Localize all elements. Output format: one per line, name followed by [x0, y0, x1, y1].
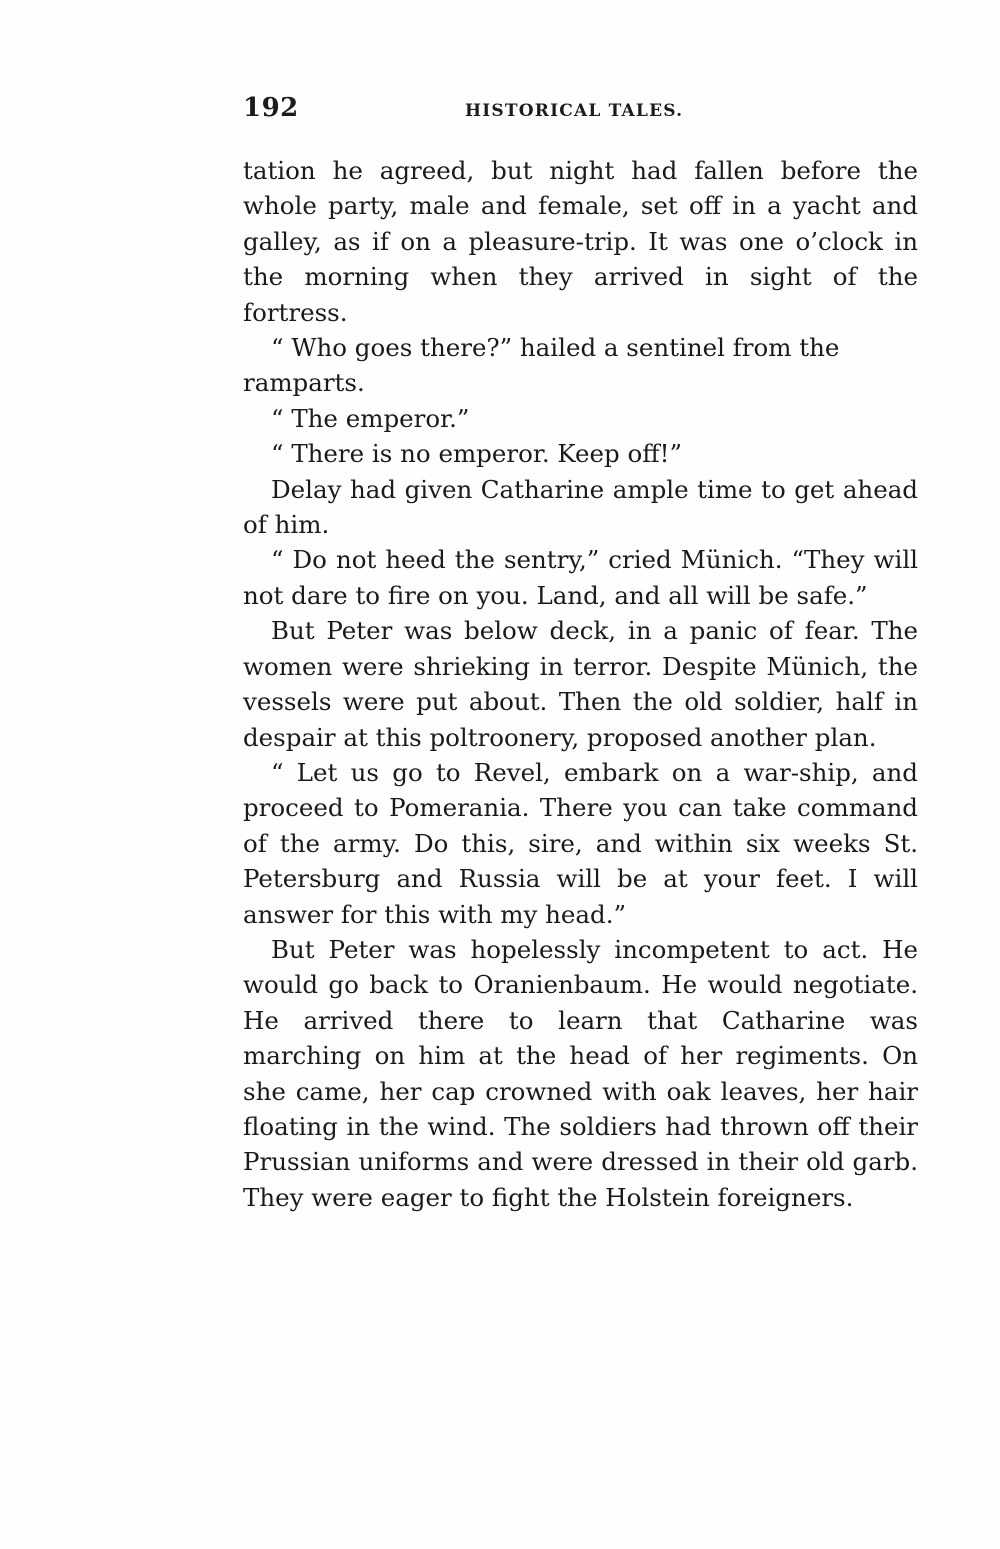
body-text: [243, 153, 918, 1215]
paragraph-6: “ Do not heed the sentry,” cried Münich. “They will not dare to fire on you. Land, and all will be safe.”: [243, 545, 918, 610]
running-title: HISTORICAL TALES.: [465, 101, 684, 121]
paragraph-9: But Peter was hopelessly incompetent to act. He would go back to Oranienbaum. He would negotiate. He arrived there to learn that Catharine was marching on him at the head of her regiments. On she came, her cap crowned with oak leaves, her hair floating in the wind. The soldiers had thrown off their Prussian uniforms and were dressed in their old garb. They were eager to fight the Holstein foreigners.: [243, 934, 918, 1212]
paragraph-8: “ Let us go to Revel, embark on a war-ship, and proceed to Pomerania. There you can take command of the army. Do this, sire, and within six weeks St. Petersburg and Russia will be at your feet. I will answer for this with my head.”: [243, 757, 918, 929]
paragraph-5: Delay had given Catharine ample time to get ahead of him.: [243, 474, 918, 540]
running-head: [243, 93, 918, 133]
paragraph-1: tation he agreed, but night had fallen before the whole party, male and female, set off in a yacht and galley, as if on a pleasure-trip. It was one o’clock in the morning when they arrived in sight of the fortress.: [243, 156, 918, 327]
page-number: 192: [243, 93, 299, 123]
paragraph-2: “ Who goes there?” hailed a sentinel from the ramparts.: [243, 333, 840, 398]
paragraph-7: But Peter was below deck, in a panic of fear. The women were shrieking in terror. Despite Münich, the vessels were put about. Then the old soldier, half in despair at this poltroonery, proposed another plan.: [243, 616, 918, 752]
paragraph-4: “ There is no emperor. Keep off!”: [271, 439, 683, 469]
paragraph-3: “ The emperor.”: [271, 403, 470, 433]
